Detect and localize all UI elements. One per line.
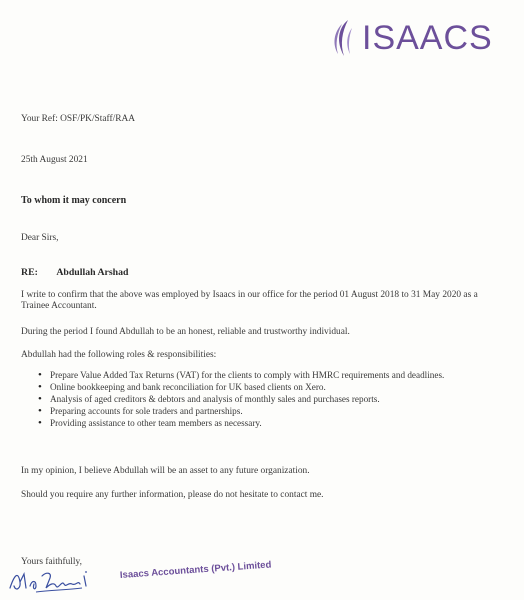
flame-swoosh-icon <box>330 18 356 58</box>
paragraph-employment: I write to confirm that the above was employed by Isaacs in our office for the period 01 August 2018 to 31 May 2020 as a Trainee Accountant. <box>21 290 478 311</box>
letter-date: 25th August 2021 <box>21 155 88 165</box>
logo-text: ISAACS <box>362 18 493 57</box>
handwritten-signature <box>6 562 106 596</box>
responsibilities-list <box>38 370 498 430</box>
list-item: • Online bookkeeping and bank reconciliation for UK based clients on Xero. <box>38 382 498 393</box>
subject-label: RE: <box>21 267 38 278</box>
letter-heading: To whom it may concern <box>21 195 127 206</box>
paragraph-opinion: In my opinion, I believe Abdullah will be an asset to any future organization. <box>21 466 310 476</box>
list-item: • Analysis of aged creditors & debtors and analysis of monthly sales and purchases reports. <box>38 394 498 405</box>
list-item: • Providing assistance to other team members as necessary. <box>38 418 498 429</box>
list-item: • Prepare Value Added Tax Returns (VAT) for the clients to comply with HMRC requirements and deadlines. <box>38 370 498 381</box>
paragraph-contact: Should you require any further information, please do not hesitate to contact me. <box>21 490 324 500</box>
reference-line: Your Ref: OSF/PK/Staff/RAA <box>21 114 135 124</box>
list-item: • Preparing accounts for sole traders and partnerships. <box>38 406 498 417</box>
subject-line <box>21 267 128 279</box>
paragraph-character: During the period I found Abdullah to be an honest, reliable and trustworthy individual. <box>21 327 350 337</box>
subject-name: Abdullah Arshad <box>56 267 129 278</box>
closing-line: Yours faithfully, <box>21 557 82 567</box>
salutation: Dear Sirs, <box>21 233 59 243</box>
paragraph-roles-intro: Abdullah had the following roles & responsibilities: <box>21 350 217 360</box>
letterhead-logo <box>330 18 493 58</box>
company-stamp: Isaacs Accountants (Pvt.) Limited <box>119 559 272 581</box>
